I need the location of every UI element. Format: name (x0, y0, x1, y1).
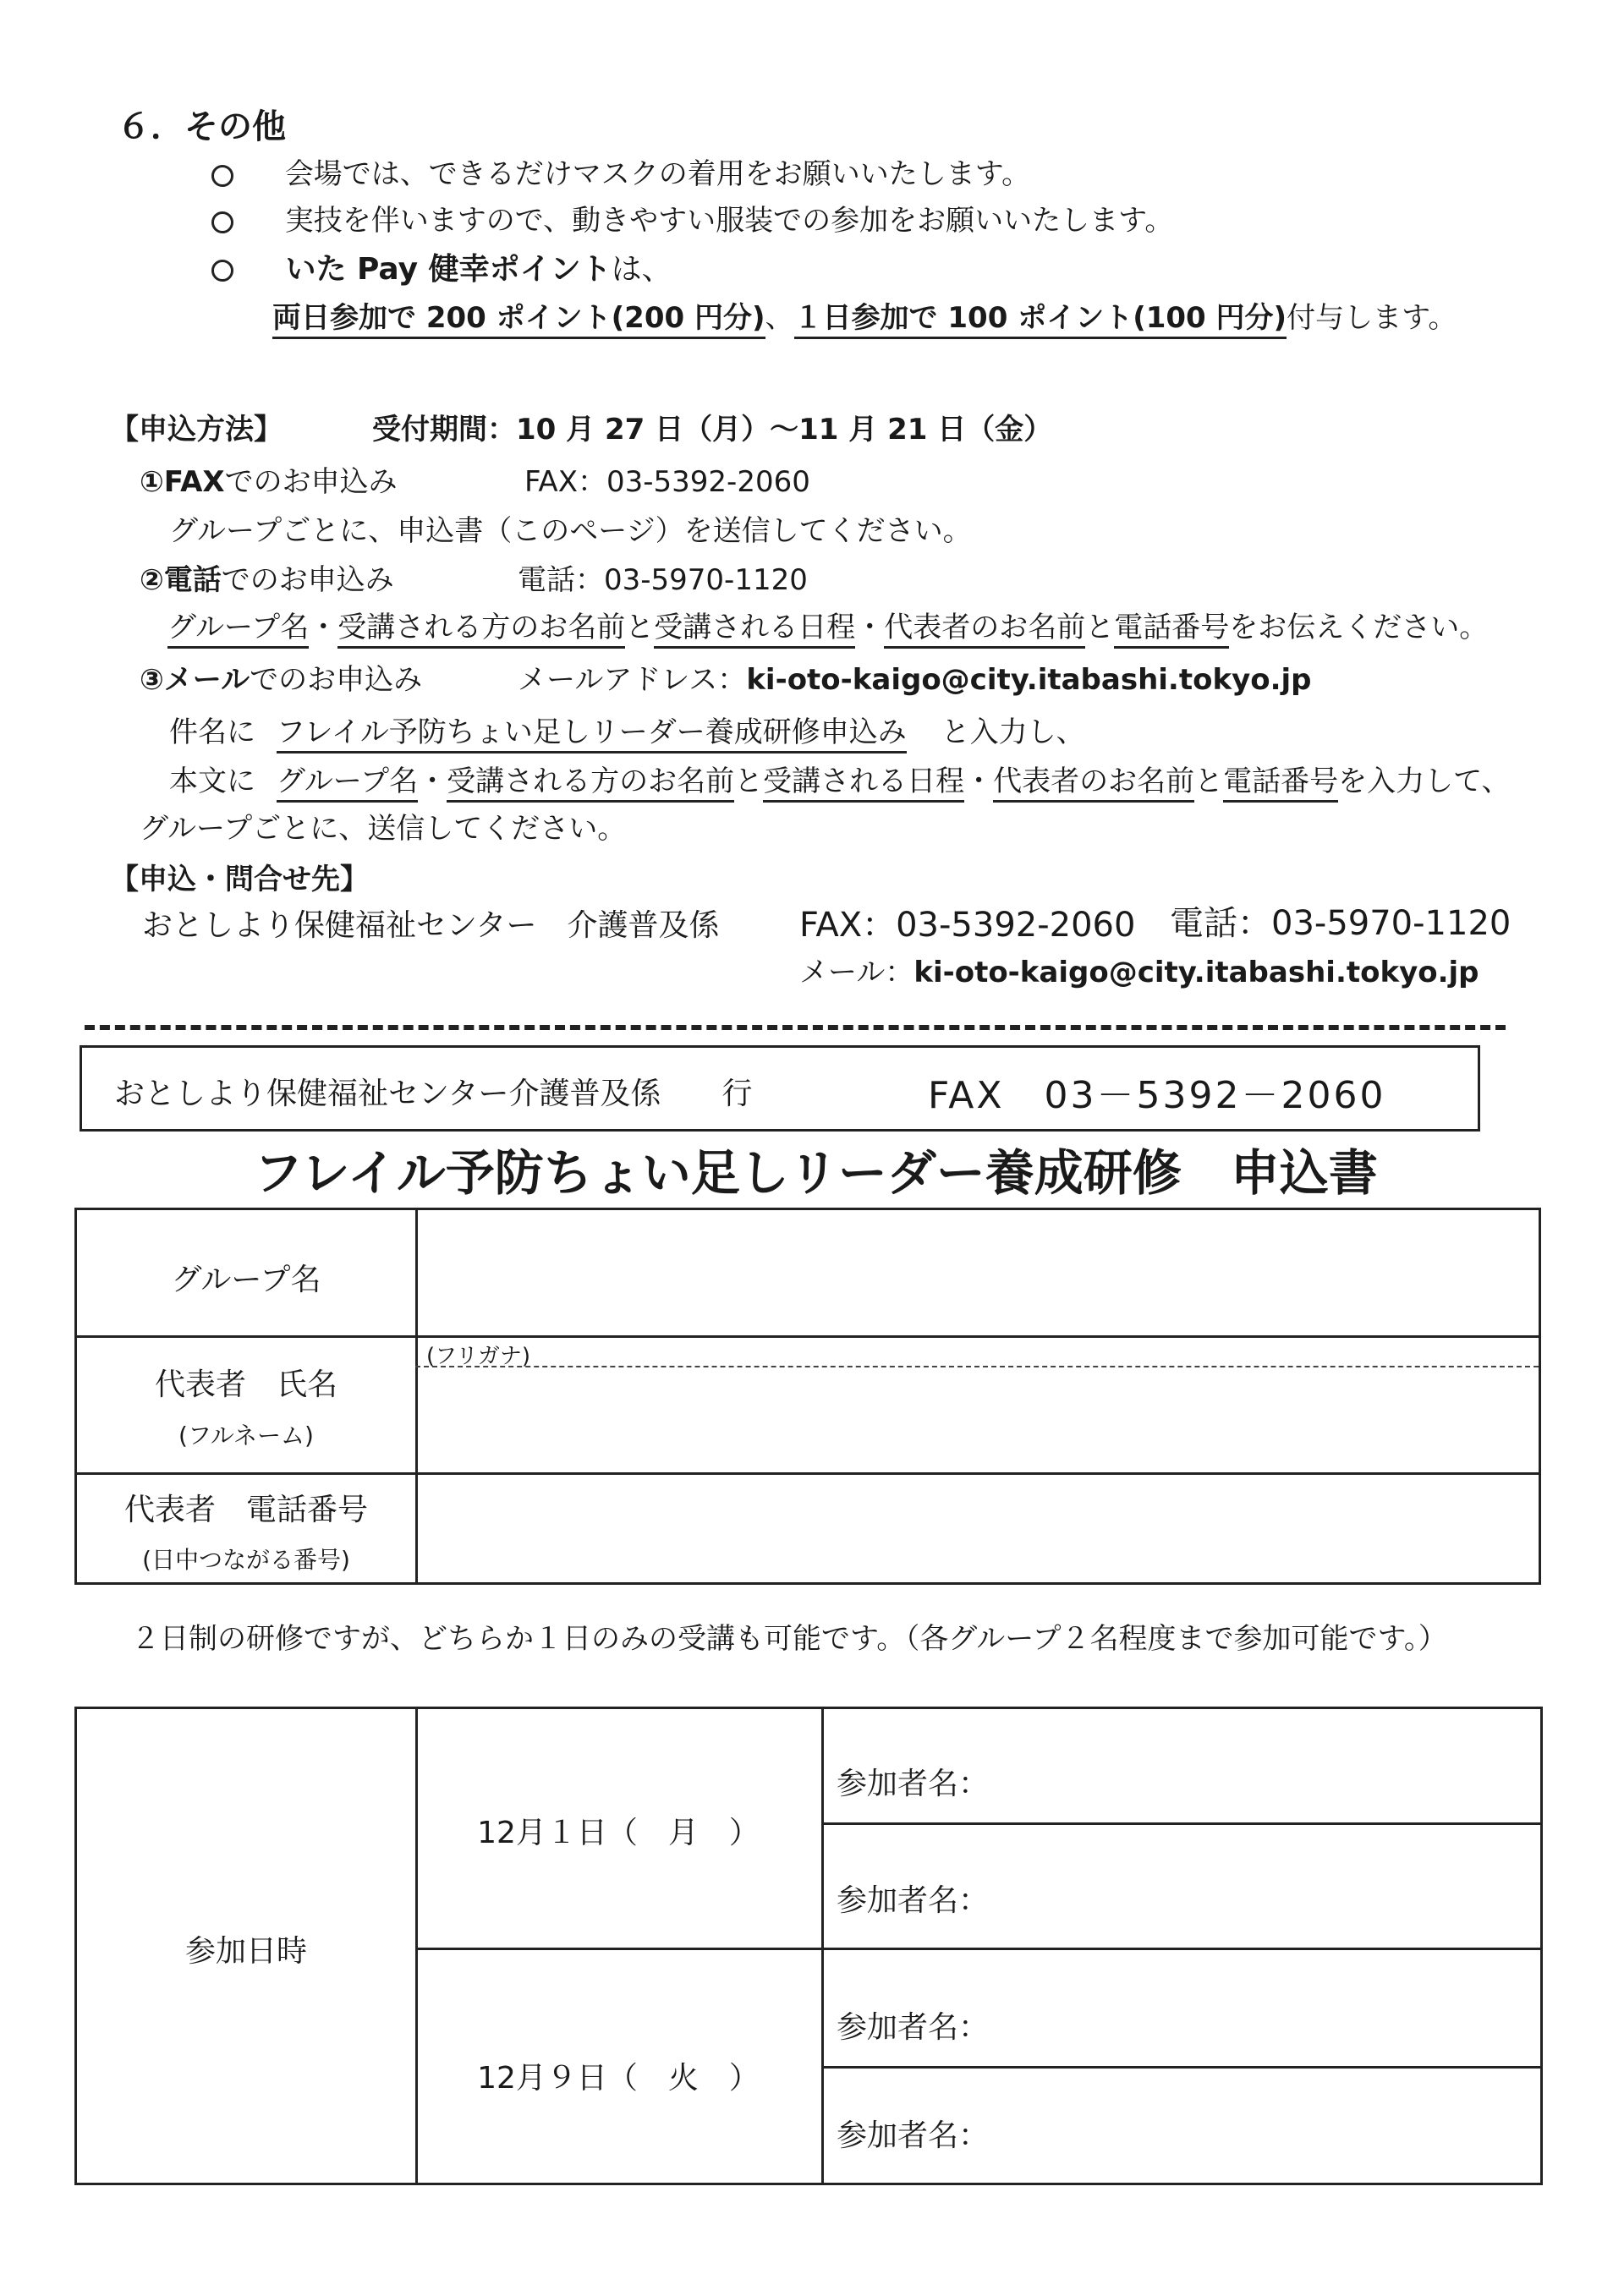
note-attendee-names: 受講される方のお名前 (447, 764, 734, 803)
table-divider (77, 1335, 1539, 1338)
apply-tel-note (167, 604, 1488, 645)
note-phone: 電話番号 (1114, 611, 1229, 649)
note-group-name: グループ名 (167, 611, 309, 649)
fax-to-line: おとしより保健福祉センター介護普及係 行 (114, 1077, 753, 1111)
apply-send-note: グループごとに、送信してください。 (140, 812, 627, 846)
body-pre: 本文に (169, 764, 255, 798)
rep-name-input[interactable] (418, 1367, 1539, 1472)
points-one-day: １日参加で 100 ポイント(100 円分) (794, 301, 1287, 339)
rep-tel-sublabel: (日中つながる番号) (142, 1546, 350, 1574)
rep-tel-input[interactable] (418, 1475, 1539, 1582)
note-schedule: 受講される日程 (654, 611, 855, 649)
apply-fax-note: グループごとに、申込書（このページ）を送信してください。 (169, 514, 972, 548)
note-attendee-names: 受講される方のお名前 (337, 611, 625, 649)
apply-mail-address (518, 656, 1312, 698)
table-divider (821, 2066, 1540, 2069)
fax-header-box (80, 1045, 1480, 1132)
group-name-label: グループ名 (171, 1263, 321, 1297)
rep-tel-label: 代表者 電話番号 (123, 1493, 368, 1527)
apply-mail-label-bold: ③メール (140, 663, 250, 697)
note-sep: ・ (964, 764, 994, 798)
participant-field[interactable]: 参加者名： (837, 1883, 990, 1918)
note-sep: と (1194, 764, 1224, 798)
apply-mail-label-rest: でのお申込み (250, 663, 423, 697)
note-rep-name: 代表者のお名前 (884, 611, 1085, 649)
group-name-input[interactable] (418, 1210, 1539, 1335)
schedule-note: ２日制の研修ですが、どちらか１日のみの受講も可能です。（各グループ２名程度まで参加可能です。） (131, 1622, 1447, 1656)
contact-org: おとしより保健福祉センター 介護普及係 (142, 908, 720, 943)
apply-mail-value-label: メールアドレス： (518, 663, 747, 697)
apply-mail-label (140, 656, 422, 698)
note-sep: ・ (855, 611, 885, 644)
apply-tel-label-rest: でのお申込み (221, 563, 394, 597)
apply-tel-number (518, 556, 808, 598)
rep-name-sublabel: (フルネーム) (178, 1422, 314, 1449)
subject-pre: 件名に (169, 715, 255, 749)
points-program-name: いた Pay 健幸ポイント (285, 252, 612, 287)
bullet-text: 会場では、できるだけマスクの着用をお願いいたします。 (284, 157, 1031, 191)
contact-fax: FAX：03-5392-2060 (799, 906, 1136, 945)
subject-text: フレイル予防ちょい足しリーダー養成研修申込み (277, 715, 907, 753)
note-sep: ・ (309, 611, 338, 644)
date-label: 参加日時 (184, 1934, 307, 1969)
bullet-clothes (211, 197, 1173, 238)
day1-label: 12月１日（ 月 ） (477, 1816, 760, 1850)
apply-period: 受付期間：10 月 27 日（月）～11 月 21 日（金） (372, 413, 1053, 447)
contact-tel: 電話：03-5970-1120 (1170, 904, 1512, 943)
bullet-points (211, 245, 672, 288)
participant-field[interactable]: 参加者名： (837, 1767, 990, 1801)
contact-mail-value: ki-oto-kaigo@city.itabashi.tokyo.jp (914, 956, 1479, 989)
apply-tel-label (140, 556, 394, 598)
bullet-circle-icon (211, 211, 233, 233)
note-sep: と (1085, 611, 1115, 644)
note-phone: 電話番号 (1223, 764, 1338, 803)
contact-mail (799, 949, 1479, 990)
apply-subject-line (169, 709, 1085, 750)
points-tail: 付与します。 (1287, 301, 1457, 335)
apply-fax-value: FAX：03-5392-2060 (524, 465, 810, 499)
fax-number-line: FAX 03－5392－2060 (928, 1074, 1386, 1117)
bullet-text: 実技を伴いますので、動きやすい服装での参加をお願いいたします。 (284, 204, 1174, 238)
schedule-table (74, 1707, 1543, 2185)
note-schedule: 受講される日程 (763, 764, 964, 803)
bullet-circle-icon (211, 165, 233, 187)
apply-fax-number (524, 458, 810, 500)
table-divider (415, 1709, 418, 2183)
note-rep-name: 代表者のお名前 (993, 764, 1194, 803)
form-title: フレイル予防ちょい足しリーダー養成研修 申込書 (254, 1144, 1378, 1202)
apply-fax-label-bold: ①FAX (140, 465, 225, 499)
note-tail: をお伝えください。 (1229, 611, 1489, 644)
points-sep: 、 (765, 301, 794, 335)
participant-field[interactable]: 参加者名： (837, 2010, 990, 2045)
day2-label: 12月９日（ 火 ） (477, 2061, 760, 2096)
points-both-days: 両日参加で 200 ポイント(200 円分) (272, 301, 765, 339)
points-program-suffix: は、 (611, 252, 672, 287)
apply-body-line (169, 758, 1510, 799)
table-divider (415, 1948, 1540, 1950)
note-sep: と (734, 764, 764, 798)
apply-method-title: 【申込方法】 (110, 413, 283, 447)
table-divider (821, 1822, 1540, 1825)
representative-table (74, 1208, 1541, 1585)
apply-mail-value: ki-oto-kaigo@city.itabashi.tokyo.jp (746, 663, 1312, 697)
bullet-mask (211, 151, 1030, 192)
section-heading: ６．その他 (117, 107, 286, 146)
contact-mail-label: メール： (799, 956, 914, 989)
furigana-label: (フリガナ) (426, 1344, 530, 1369)
bullet-circle-icon (211, 260, 233, 282)
apply-fax-label (140, 458, 398, 500)
apply-tel-value: 電話：03-5970-1120 (518, 563, 808, 597)
note-sep: と (625, 611, 655, 644)
rep-name-label: 代表者 氏名 (154, 1367, 337, 1402)
note-tail: を入力して、 (1338, 764, 1511, 798)
table-divider (821, 1709, 824, 2183)
note-sep: ・ (418, 764, 447, 798)
subject-post: と入力し、 (941, 715, 1085, 749)
note-group-name: グループ名 (277, 764, 418, 803)
participant-field[interactable]: 参加者名： (837, 2118, 990, 2153)
apply-fax-label-rest: でのお申込み (224, 465, 398, 499)
contact-title: 【申込・問合せ先】 (110, 863, 369, 896)
points-detail (272, 294, 1457, 336)
cut-line (85, 1025, 1506, 1030)
apply-tel-label-bold: ②電話 (140, 563, 222, 597)
